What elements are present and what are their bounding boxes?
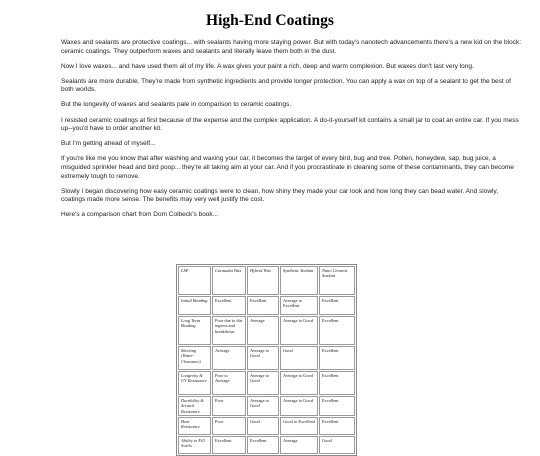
table-cell: Excellent <box>319 396 355 416</box>
row-label: Ability to Fill Swirls <box>178 436 211 454</box>
table-cell: Average to Good <box>247 371 279 395</box>
table-cell: Good <box>319 436 355 454</box>
table-row <box>178 371 355 395</box>
table-cell: Average to Good <box>280 371 318 395</box>
table-cell: Excellent <box>212 436 246 454</box>
table-cell: Average to Good <box>247 396 279 416</box>
table-row <box>178 316 355 345</box>
row-label: Heat Resistance <box>178 417 211 435</box>
table-cell: Excellent <box>212 296 246 315</box>
table-cell: Average <box>212 346 246 370</box>
table-cell: Good <box>280 346 318 370</box>
table-cell: Poor <box>212 417 246 435</box>
article-body <box>61 39 522 226</box>
table-cell: Average <box>247 316 279 345</box>
table-row <box>178 296 355 315</box>
table-cell: Average to Good <box>280 316 318 345</box>
table-row <box>178 436 355 454</box>
paragraph: Sealants are more durable. They're made from synthetic ingredients and provide longer protection. You can apply a wax on top of a sealant to get the best of both worlds. <box>61 77 511 94</box>
table-cell: Average <box>280 436 318 454</box>
header-cell: Nano Ceramic Sealant <box>319 266 355 295</box>
comparison-table <box>176 264 357 456</box>
paragraph: But I'm getting ahead of myself... <box>61 140 156 148</box>
header-cell: Hybrid Wax <box>247 266 279 295</box>
header-cell: LSP <box>178 266 211 295</box>
table-cell: Excellent <box>247 436 279 454</box>
table-cell: Average to Good <box>280 396 318 416</box>
table-cell: Good <box>247 417 279 435</box>
paragraph: Waxes and sealants are protective coatings... with sealants having more staying power. But with today's nanotech advancements there's a new kid on the block: ceramic coatings. They outperform waxes and sealants and literally leave them both in the dust. <box>61 39 522 55</box>
table-cell: Good to Excellent <box>280 417 318 435</box>
table-cell: Average to Good <box>247 346 279 370</box>
header-cell: Carnauba Wax <box>212 266 246 295</box>
table-row <box>178 396 355 416</box>
row-label: Initial Beading <box>178 296 211 315</box>
page-title: High-End Coatings <box>206 12 334 29</box>
paragraph: Here's a comparison chart from Dom Colbeck's book... <box>61 211 219 219</box>
comparison-chart <box>176 264 357 456</box>
table-header-row <box>178 266 355 295</box>
header-cell: Synthetic Sealant <box>280 266 318 295</box>
table-cell: Excellent <box>319 346 355 370</box>
table-row <box>178 346 355 370</box>
paragraph: If you're like me you know that after washing and waxing your car, it becomes the target of every bird, bug and tree. Pollen, honeydew, sap, bug juice, a misguided sprinkler head and bird poop... they're all taking aim at your car. And if you procrastinate in cleaning some of these contaminants, they can become extremely tough to remove. <box>61 155 514 180</box>
paragraph: Now I love waxes... and have used them all of my life. A wax gives your paint a rich, deep and warm complexion. But waxes don't last very long. <box>61 62 474 70</box>
row-label: Long Term Beading <box>178 316 211 345</box>
table-cell: Poor <box>212 396 246 416</box>
paragraph: Slowly I began discovering how easy ceramic coatings were to clean, how shiny they made your car look and how long they can bead water. And slowly, coatings made more sense. The benefits may very well justify the cost. <box>61 187 499 204</box>
table-cell: Excellent <box>319 296 355 315</box>
table-row <box>178 417 355 435</box>
table-cell: Excellent <box>319 371 355 395</box>
table-cell: Excellent <box>319 417 355 435</box>
table-cell: Excellent <box>247 296 279 315</box>
table-cell: Poor to Average <box>212 371 246 395</box>
paragraph: I resisted ceramic coatings at first because of the expense and the complex application. A do-it-yourself kit contains a small jar to coat an entire car. If you mess up--you'd have to order another kit. <box>61 116 519 133</box>
row-label: Sheeting (Water-Clearance) <box>178 346 211 370</box>
row-label: Longevity & UV Resistance <box>178 371 211 395</box>
table-cell: Excellent <box>319 316 355 345</box>
paragraph: But the longevity of waxes and sealants pale in comparison to ceramic coatings. <box>61 101 292 109</box>
row-label: Durability & Scratch Resistance <box>178 396 211 416</box>
table-cell: Poor due to dirt ingress and breakdown <box>212 316 246 345</box>
table-cell: Average to Excellent <box>280 296 318 315</box>
